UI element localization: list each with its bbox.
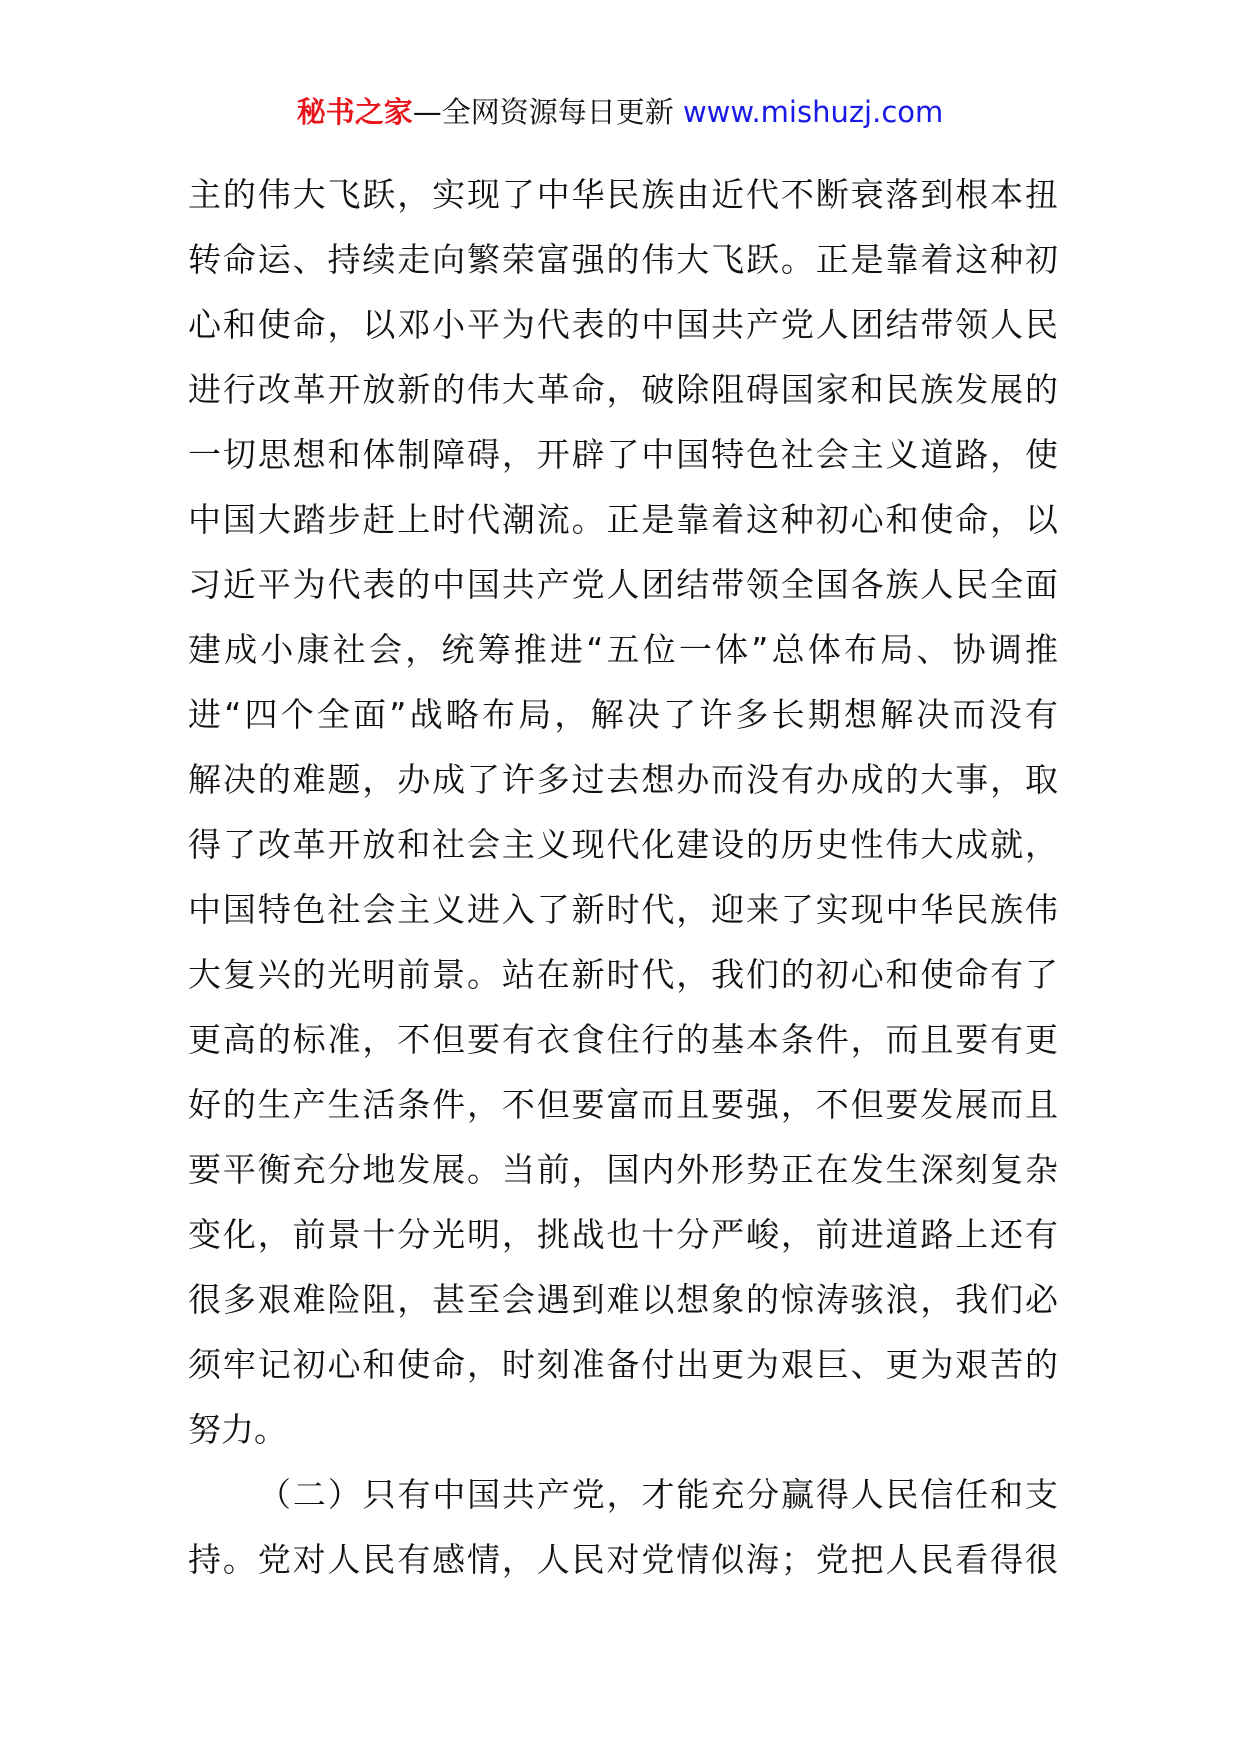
- header-tagline: —全网资源每日更新: [412, 95, 683, 129]
- text-line: 习近平为代表的中国共产党人团结带领全国各族人民全面: [188, 565, 1058, 604]
- text-line: 很多艰难险阻，甚至会遇到难以想象的惊涛骇浪，我们必: [188, 1280, 1058, 1319]
- document-body: [188, 162, 1058, 1592]
- text-line: 持。党对人民有感情，人民对党情似海；党把人民看得很: [188, 1540, 1058, 1579]
- text-line: 进“四个全面”战略布局，解决了许多长期想解决而没有: [188, 695, 1058, 734]
- text-line: 得了改革开放和社会主义现代化建设的历史性伟大成就，: [188, 825, 1058, 864]
- text-line: 好的生产生活条件，不但要富而且要强，不但要发展而且: [188, 1085, 1058, 1124]
- text-line: 中国特色社会主义进入了新时代，迎来了实现中华民族伟: [188, 890, 1058, 929]
- text-line: 大复兴的光明前景。站在新时代，我们的初心和使命有了: [188, 955, 1058, 994]
- page-header: [0, 92, 1240, 132]
- text-line: 更高的标准，不但要有衣食住行的基本条件，而且要有更: [188, 1020, 1058, 1059]
- text-line: 须牢记初心和使命，时刻准备付出更为艰巨、更为艰苦的: [188, 1345, 1058, 1384]
- text-line: 主的伟大飞跃，实现了中华民族由近代不断衰落到根本扭: [188, 175, 1058, 214]
- site-link[interactable]: www.mishuzj.com: [682, 95, 944, 129]
- text-line: 建成小康社会，统筹推进“五位一体”总体布局、协调推: [188, 630, 1058, 669]
- text-line: 转命运、持续走向繁荣富强的伟大飞跃。正是靠着这种初: [188, 240, 1058, 279]
- text-line: 变化，前景十分光明，挑战也十分严峻，前进道路上还有: [188, 1215, 1058, 1254]
- brand-name: 秘书之家: [296, 95, 413, 129]
- text-line: 进行改革开放新的伟大革命，破除阻碍国家和民族发展的: [188, 370, 1058, 409]
- text-line: 中国大踏步赶上时代潮流。正是靠着这种初心和使命，以: [188, 500, 1058, 539]
- text-line: 解决的难题，办成了许多过去想办而没有办成的大事，取: [188, 760, 1058, 799]
- section-heading-line: （二）只有中国共产党，才能充分赢得人民信任和支: [258, 1475, 1058, 1514]
- text-line: 要平衡充分地发展。当前，国内外形势正在发生深刻复杂: [188, 1150, 1058, 1189]
- text-line: 心和使命，以邓小平为代表的中国共产党人团结带领人民: [188, 305, 1058, 344]
- text-line: 一切思想和体制障碍，开辟了中国特色社会主义道路，使: [188, 435, 1058, 474]
- paragraph-end-line: 努力。: [188, 1410, 287, 1449]
